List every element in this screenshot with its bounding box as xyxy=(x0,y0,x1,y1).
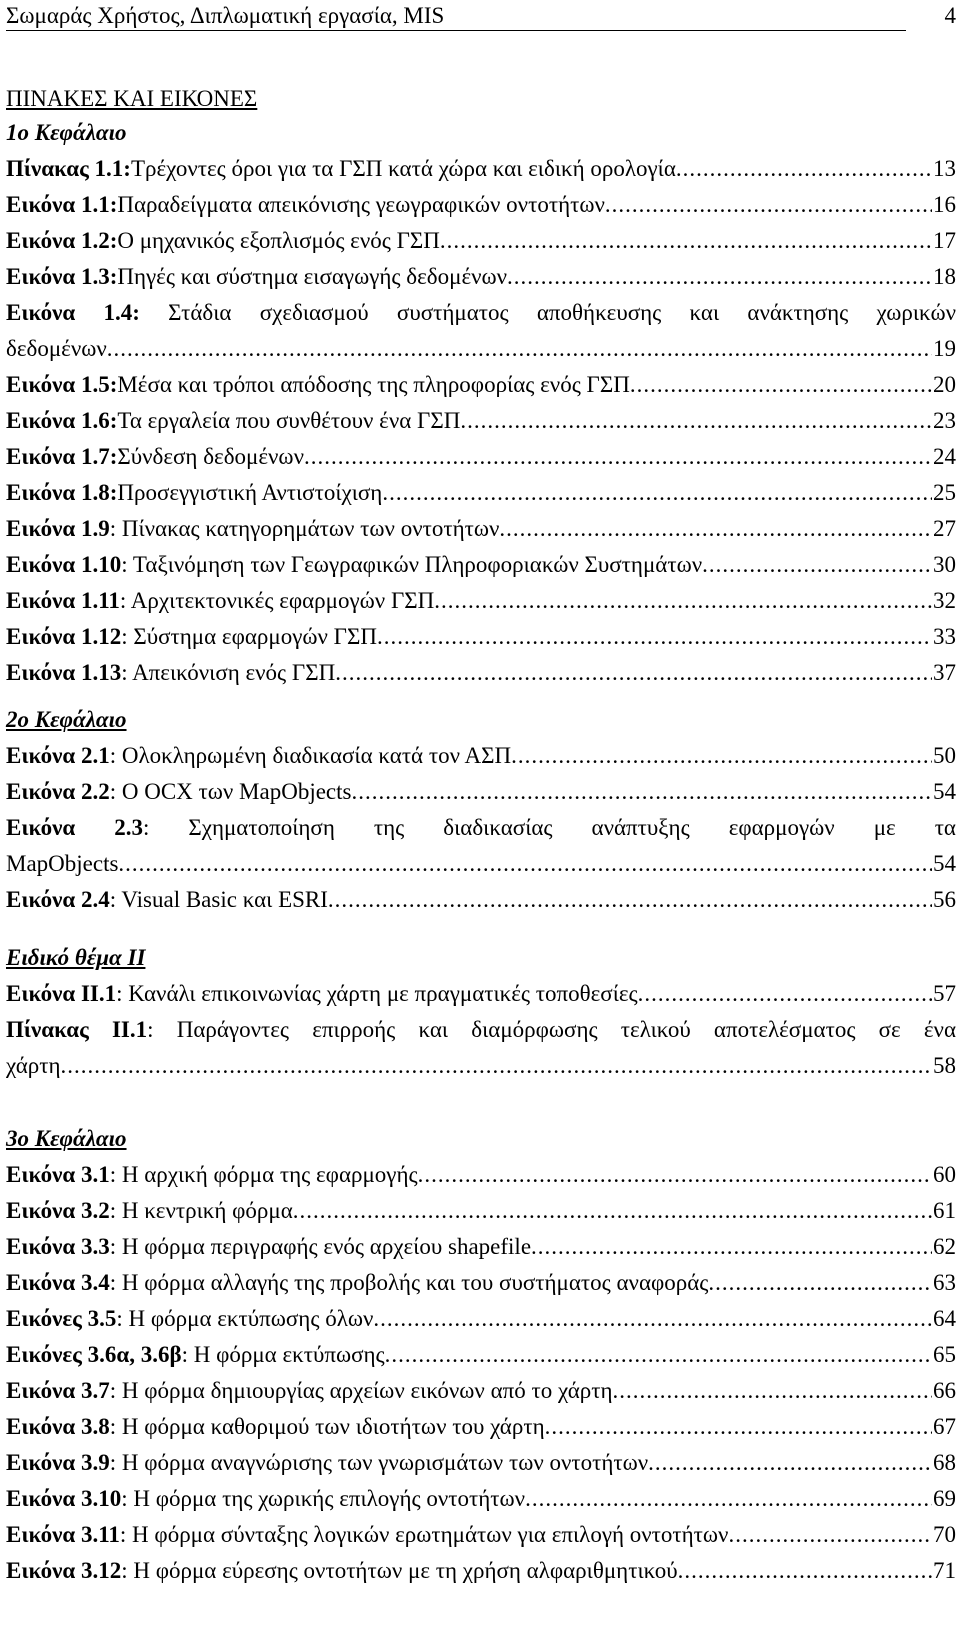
section-chapter-1 xyxy=(6,115,956,691)
toc-entry[interactable] xyxy=(6,1445,956,1481)
toc-entry[interactable] xyxy=(6,367,956,403)
toc-entry-page: 58 xyxy=(933,1053,956,1078)
main-heading: ΠΙΝΑΚΕΣ ΚΑΙ ΕΙΚΟΝΕΣ xyxy=(6,86,258,111)
dot-leader xyxy=(630,367,932,403)
toc-entry-label: Εικόνα 3.11 xyxy=(6,1522,120,1547)
toc-entry-text: : Η φόρμα αλλαγής της προβολής και του συστήματος αναφοράς xyxy=(109,1270,709,1295)
page-number: 4 xyxy=(944,3,956,28)
toc-entry-page: 50 xyxy=(933,743,956,768)
toc-entry-label: Εικόνα 3.7 xyxy=(6,1378,110,1403)
dot-leader xyxy=(107,331,932,367)
toc-entry[interactable] xyxy=(6,295,956,367)
toc-entry-label: Εικόνα 3.8 xyxy=(6,1414,110,1439)
toc-entry-text: : Σύστημα εφαρμογών ΓΣΠ xyxy=(121,624,377,649)
toc-entry-text: Στάδια σχεδιασμού συστήματος αποθήκευσης και ανάκτησης χωρικών xyxy=(139,300,956,325)
toc-entry-text: : Η φόρμα εύρεσης οντοτήτων με τη χρήση αλφαριθμητικού xyxy=(121,1558,678,1583)
toc-entry[interactable] xyxy=(6,187,956,223)
toc-entry-label: Εικόνα 1.10 xyxy=(6,552,122,577)
dot-leader xyxy=(499,511,932,547)
toc-entry-page: 68 xyxy=(933,1450,956,1475)
toc-entry-text: Παραδείγματα απεικόνισης γεωγραφικών οντοτήτων xyxy=(117,192,605,217)
toc-entry-page: 32 xyxy=(933,588,956,613)
section-title: 1ο Κεφάλαιο xyxy=(6,120,127,145)
toc-entry-label: Εικόνα 3.9 xyxy=(6,1450,110,1475)
toc-entry[interactable] xyxy=(6,810,956,882)
toc-entry-label: Εικόνα 3.10 xyxy=(6,1486,122,1511)
dot-leader xyxy=(648,1445,932,1481)
toc-entry-text: : Παράγοντες επιρροής και διαμόρφωσης τελικού αποτελέσματος σε ένα xyxy=(147,1017,956,1042)
toc-entry[interactable] xyxy=(6,1337,956,1373)
toc-entry-page: 24 xyxy=(933,444,956,469)
dot-leader xyxy=(531,1229,932,1265)
toc-entry-label: Εικόνα 1.9 xyxy=(6,516,110,541)
toc-entry-label: Εικόνα 3.1 xyxy=(6,1162,110,1187)
toc-entry-text: Πηγές και σύστημα εισαγωγής δεδομένων xyxy=(117,264,508,289)
toc-entry-text: : Η φόρμα δημιουργίας αρχείων εικόνων από το χάρτη xyxy=(109,1378,613,1403)
toc-entry-text: : Κανάλι επικοινωνίας χάρτη με πραγματικές τοποθεσίες xyxy=(116,981,638,1006)
toc-entry-page: 70 xyxy=(933,1522,956,1547)
dot-leader xyxy=(382,475,932,511)
toc-entry-text: Μέσα και τρόποι απόδοσης της πληροφορίας ενός ΓΣΠ xyxy=(117,372,630,397)
toc-entry-page: 66 xyxy=(933,1378,956,1403)
toc-entry-label: Εικόνες 3.5 xyxy=(6,1306,117,1331)
toc-entry-label: Εικόνα 2.4 xyxy=(6,887,110,912)
toc-entry-text: : Ταξινόμηση των Γεωγραφικών Πληροφοριακών Συστημάτων xyxy=(121,552,703,577)
toc-entry-page: 16 xyxy=(933,192,956,217)
toc-entry-text: Τα εργαλεία που συνθέτουν ένα ΓΣΠ xyxy=(117,408,461,433)
toc-entry-text: : Η φόρμα εκτύπωσης xyxy=(181,1342,385,1367)
toc-entry-label: Εικόνες 3.6α, 3.6β xyxy=(6,1342,182,1367)
toc-entry[interactable] xyxy=(6,976,956,1012)
section-chapter-3 xyxy=(6,1121,956,1589)
toc-entry-page: 54 xyxy=(933,851,956,876)
toc-entry-page: 33 xyxy=(933,624,956,649)
toc-entry-page: 25 xyxy=(933,480,956,505)
toc-entry-page: 62 xyxy=(933,1234,956,1259)
toc-entry[interactable] xyxy=(6,1265,956,1301)
toc-entry-text: : Ολοκληρωμένη διαδικασία κατά τον ΑΣΠ xyxy=(109,743,512,768)
dot-leader xyxy=(511,738,932,774)
toc-entry-label: Εικόνα 3.12 xyxy=(6,1558,122,1583)
dot-leader xyxy=(434,583,932,619)
dot-leader xyxy=(460,403,932,439)
toc-entry-label: Εικόνα 1.11 xyxy=(6,588,120,613)
toc-entry-label: Εικόνα 1.12 xyxy=(6,624,122,649)
toc-entry-label: Εικόνα 2.1 xyxy=(6,743,110,768)
dot-leader xyxy=(613,1373,933,1409)
toc-entry-text: : Απεικόνιση ενός ΓΣΠ xyxy=(121,660,336,685)
toc-entry[interactable] xyxy=(6,1012,956,1084)
toc-entry-page: 63 xyxy=(933,1270,956,1295)
toc-entry-text: : Η αρχική φόρμα της εφαρμογής xyxy=(109,1162,418,1187)
dot-leader xyxy=(678,1553,932,1589)
toc-entry-page: 67 xyxy=(933,1414,956,1439)
toc-entry-text: : Η φόρμα καθοριμού των ιδιοτήτων του χάρτη xyxy=(109,1414,545,1439)
toc-entry-label: Εικόνα 2.3 xyxy=(6,815,143,840)
toc-entry-text: : Η φόρμα εκτύπωσης όλων xyxy=(116,1306,374,1331)
toc-entry-label: Εικόνα 1.6: xyxy=(6,408,118,433)
toc-entry-text: : Πίνακας κατηγορημάτων των οντοτήτων xyxy=(109,516,500,541)
dot-leader xyxy=(676,151,932,187)
toc-entry-text: Ο μηχανικός εξοπλισμός ενός ΓΣΠ xyxy=(117,228,440,253)
toc-entry[interactable] xyxy=(6,1373,956,1409)
toc-entry-page: 37 xyxy=(933,660,956,685)
toc-entry-page: 57 xyxy=(933,981,956,1006)
toc-entry-page: 64 xyxy=(933,1306,956,1331)
dot-leader xyxy=(351,774,932,810)
toc-entry-page: 23 xyxy=(933,408,956,433)
toc-entry-first-line xyxy=(6,295,956,331)
toc-entry-first-line xyxy=(6,810,956,846)
toc-entry-label: Εικόνα 1.3: xyxy=(6,264,118,289)
toc-entry-text: : Η φόρμα σύνταξης λογικών ερωτημάτων για επιλογή οντοτήτων xyxy=(119,1522,729,1547)
toc-entry[interactable] xyxy=(6,655,956,691)
toc-entry-page: 65 xyxy=(933,1342,956,1367)
toc-entry[interactable] xyxy=(6,547,956,583)
toc-entry[interactable] xyxy=(6,619,956,655)
dot-leader xyxy=(328,882,932,918)
dot-leader xyxy=(605,187,932,223)
toc-entry[interactable] xyxy=(6,439,956,475)
toc-entry-page: 30 xyxy=(933,552,956,577)
dot-leader xyxy=(507,259,932,295)
dot-leader xyxy=(545,1409,932,1445)
toc-entry[interactable] xyxy=(6,511,956,547)
toc-entry-page: 27 xyxy=(933,516,956,541)
toc-entry-page: 17 xyxy=(933,228,956,253)
dot-leader xyxy=(440,223,932,259)
toc-entry-page: 13 xyxy=(933,156,956,181)
section-chapter-2 xyxy=(6,702,956,918)
dot-leader xyxy=(304,439,932,475)
toc-entry[interactable] xyxy=(6,583,956,619)
toc-entry-text: Τρέχοντες όροι για τα ΓΣΠ κατά χώρα και ειδική ορολογία xyxy=(130,156,676,181)
dot-leader xyxy=(525,1481,932,1517)
dot-leader xyxy=(418,1157,932,1193)
toc-entry-page: 60 xyxy=(933,1162,956,1187)
toc-entry-page: 18 xyxy=(933,264,956,289)
toc-entry[interactable] xyxy=(6,1409,956,1445)
toc-entry-label: Εικόνα 3.3 xyxy=(6,1234,110,1259)
toc-entry-text: : Η φόρμα της χωρικής επιλογής οντοτήτων xyxy=(121,1486,526,1511)
toc-entry-text: : Η φόρμα περιγραφής ενός αρχείου shapefile xyxy=(109,1234,532,1259)
toc-entry-label: Εικόνα 1.7: xyxy=(6,444,118,469)
toc-entry[interactable] xyxy=(6,475,956,511)
header-title: Σωμαράς Χρήστος, Διπλωματική εργασία, MIS xyxy=(6,2,906,31)
toc-entry[interactable] xyxy=(6,403,956,439)
toc-entry[interactable] xyxy=(6,1517,956,1553)
page-header xyxy=(6,2,956,30)
toc-entry-page: 54 xyxy=(933,779,956,804)
section-title: 3ο Κεφάλαιο xyxy=(6,1126,127,1151)
dot-leader xyxy=(702,547,932,583)
toc-entry-continuation: δεδομένων xyxy=(6,336,107,361)
toc-entry[interactable] xyxy=(6,882,956,918)
toc-entry-label: Εικόνα 1.4: xyxy=(6,300,140,325)
toc-entry-page: 20 xyxy=(933,372,956,397)
dot-leader xyxy=(385,1337,932,1373)
toc-entry-label: Εικόνα 1.2: xyxy=(6,228,118,253)
dot-leader xyxy=(377,619,932,655)
toc-entry-label: Εικόνα 1.8: xyxy=(6,480,118,505)
dot-leader xyxy=(118,846,932,882)
toc-entry-label: Εικόνα 3.2 xyxy=(6,1198,110,1223)
toc-entry[interactable] xyxy=(6,1157,956,1193)
dot-leader xyxy=(373,1301,932,1337)
toc-entry-page: 61 xyxy=(933,1198,956,1223)
dot-leader xyxy=(638,976,932,1012)
toc-entry[interactable] xyxy=(6,151,956,187)
dot-leader xyxy=(708,1265,932,1301)
toc-entry-text: Σύνδεση δεδομένων xyxy=(117,444,304,469)
toc-entry-text: : Αρχιτεκτονικές εφαρμογών ΓΣΠ xyxy=(119,588,435,613)
dot-leader xyxy=(293,1193,932,1229)
section-title: Ειδικό θέμα ΙΙ xyxy=(6,945,146,970)
toc-entry-first-line xyxy=(6,1012,956,1048)
dot-leader xyxy=(335,655,932,691)
toc-entry-label: Πίνακας ΙΙ.1 xyxy=(6,1017,148,1042)
section-title: 2ο Κεφάλαιο xyxy=(6,707,127,732)
toc-entry[interactable] xyxy=(6,1229,956,1265)
toc-entry-label: Πίνακας 1.1: xyxy=(6,156,131,181)
toc-entry-label: Εικόνα ΙΙ.1 xyxy=(6,981,117,1006)
toc-entry-label: Εικόνα 1.13 xyxy=(6,660,122,685)
toc-entry-page: 69 xyxy=(933,1486,956,1511)
toc-entry-page: 71 xyxy=(933,1558,956,1583)
toc-entry[interactable] xyxy=(6,1553,956,1589)
toc-entry[interactable] xyxy=(6,1481,956,1517)
dot-leader xyxy=(728,1517,932,1553)
toc-entry-text: Προσεγγιστική Αντιστοίχιση xyxy=(117,480,383,505)
toc-entry-text: : Ο OCX των MapObjects xyxy=(109,779,352,804)
toc-entry-page: 19 xyxy=(933,336,956,361)
toc-entry[interactable] xyxy=(6,259,956,295)
toc-entry-label: Εικόνα 1.1: xyxy=(6,192,118,217)
toc-entry-label: Εικόνα 2.2 xyxy=(6,779,110,804)
toc-entry-text: : Η κεντρική φόρμα xyxy=(109,1198,293,1223)
toc-entry[interactable] xyxy=(6,1193,956,1229)
toc-entry-text: : Visual Basic και ESRI xyxy=(109,887,328,912)
toc-entry-text: : Σχηματοποίηση της διαδικασίας ανάπτυξης εφαρμογών με τα xyxy=(142,815,956,840)
toc-entry[interactable] xyxy=(6,738,956,774)
toc-entry[interactable] xyxy=(6,223,956,259)
dot-leader xyxy=(61,1048,932,1084)
toc-entry[interactable] xyxy=(6,1301,956,1337)
toc-entry-label: Εικόνα 3.4 xyxy=(6,1270,110,1295)
toc-entry-text: : Η φόρμα αναγνώρισης των γνωρισμάτων των οντοτήτων xyxy=(109,1450,649,1475)
toc-entry-label: Εικόνα 1.5: xyxy=(6,372,118,397)
section-special-topic-2 xyxy=(6,940,956,1084)
toc-entry-continuation: MapObjects xyxy=(6,851,119,876)
toc-entry[interactable] xyxy=(6,774,956,810)
toc-entry-page: 56 xyxy=(933,887,956,912)
toc-entry-continuation: χάρτη xyxy=(6,1053,61,1078)
